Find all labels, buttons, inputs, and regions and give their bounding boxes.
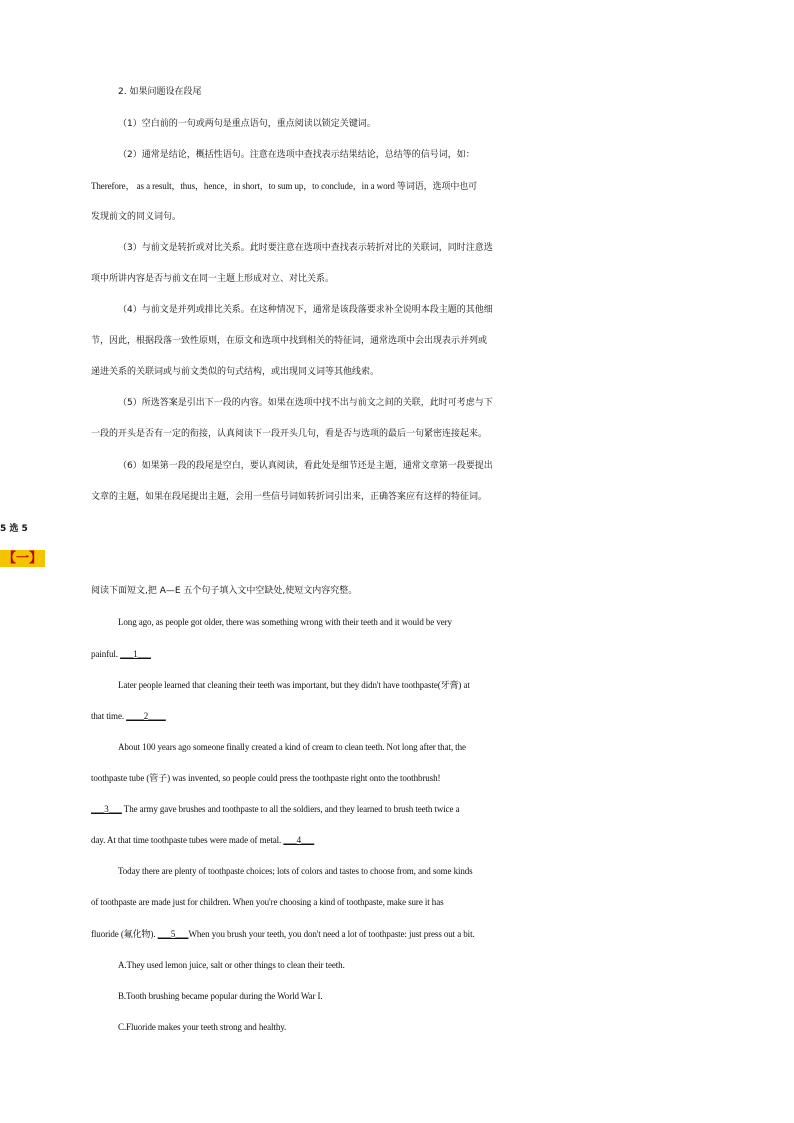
blank-5: ___5___ [157, 929, 189, 939]
intro-heading: 2. 如果问题设在段尾 [118, 87, 202, 97]
section-title: 5 选 5 [0, 524, 28, 534]
passage-line-7 [91, 800, 460, 818]
passage-line-2-text: painful. [91, 649, 121, 659]
passage-line-6: toothpaste tube (管子) was invented, so people could press the toothpaste right onto the toothbrush! [91, 773, 441, 783]
passage-line-7-text: The army gave brushes and toothpaste to all the soldiers, and they learned to brush teeth twice a [121, 804, 460, 814]
passage-line-9: Today there are plenty of toothpaste choices; lots of colors and tastes to choose from, and some kinds [118, 866, 473, 876]
intro-point-6-line-1: （6）如果第一段的段尾是空白，要认真阅读，看此处是细节还是主题，通常文章第一段要提出 [118, 461, 493, 471]
intro-point-4-line-2: 节，因此，根据段落一致性原则，在原文和选项中找到相关的特征词，通常选项中会出现表示并列或 [91, 336, 488, 346]
option-b: B.Tooth brushing became popular during the World War I. [118, 991, 323, 1001]
intro-point-4-line-1: （4）与前文是并列或排比关系。在这种情况下，通常是该段落要求补全说明本段主题的其他细 [118, 305, 493, 315]
passage-line-8 [91, 831, 314, 849]
intro-point-5-line-1: （5）所选答案是引出下一段的内容。如果在选项中找不出与前文之间的关联，此时可考虑与下 [118, 398, 493, 408]
intro-point-3-line-2: 项中所讲内容是否与前文在同一主题上形成对立、对比关系。 [91, 274, 335, 284]
passage-line-11-tail: When you brush your teeth, you don't need a lot of toothpaste: just press out a bit. [188, 929, 475, 939]
passage-line-8-text: day. At that time toothpaste tubes were made of metal. [91, 835, 284, 845]
blank-3: ___3___ [91, 804, 122, 814]
passage-line-4-text: that time. [91, 711, 127, 721]
option-a: A.They used lemon juice, salt or other things to clean their teeth. [118, 960, 345, 970]
section-tag: 【一】 [0, 550, 45, 567]
section-tag-row [0, 550, 45, 569]
intro-point-2-line-3: 发现前文的同义词句。 [91, 212, 182, 222]
intro-point-1: （1）空白前的一句或两句是重点语句，重点阅读以锁定关键词。 [118, 119, 376, 129]
passage-line-1: Long ago, as people got older, there was something wrong with their teeth and it would be very [118, 617, 452, 627]
passage-line-5: About 100 years ago someone finally created a kind of cream to clean teeth. Not long after that, the [118, 742, 466, 752]
blank-4: ___4___ [283, 835, 315, 845]
intro-point-2-line-2: Therefore， as a result，thus，hence，in short，to sum up，to conclude，in a word 等词语，选项中也可 [91, 181, 478, 191]
passage-line-10: of toothpaste are made just for children. When you're choosing a kind of toothpaste, make sure it has [91, 897, 444, 907]
option-c: C.Fluoride makes your teeth strong and healthy. [118, 1022, 287, 1032]
intro-point-4-line-3: 递进关系的关联词或与前文类似的句式结构，或出现同义词等其他线索。 [91, 367, 380, 377]
passage-line-3: Later people learned that cleaning their teeth was important, but they didn't have toothpaste(牙膏) at [118, 680, 470, 690]
intro-point-5-line-2: 一段的开头是否有一定的衔接，认真阅读下一段开头几句，看是否与选项的最后一句紧密连接起来。 [91, 429, 488, 439]
intro-point-6-line-2: 文章的主题，如果在段尾提出主题，会用一些信号词如转折词引出来，正确答案应有这样的特征词。 [91, 492, 488, 502]
intro-point-3-line-1: （3）与前文是转折或对比关系。此时要注意在选项中查找表示转折对比的关联词，同时注意选 [118, 243, 493, 253]
intro-point-2-line-1: （2）通常是结论，概括性语句。注意在选项中查找表示结果结论，总结等的信号词，如： [118, 150, 475, 160]
blank-1: ___1___ [120, 649, 151, 659]
passage-line-11-text: fluoride (氟化物). [91, 929, 158, 939]
passage-line-2 [91, 645, 151, 663]
instruction: 阅读下面短文,把 A—E 五个句子填入文中空缺处,使短文内容究整。 [91, 586, 358, 596]
passage-line-11 [91, 925, 475, 943]
blank-2: ____2____ [126, 711, 166, 721]
passage-line-4 [91, 707, 166, 725]
